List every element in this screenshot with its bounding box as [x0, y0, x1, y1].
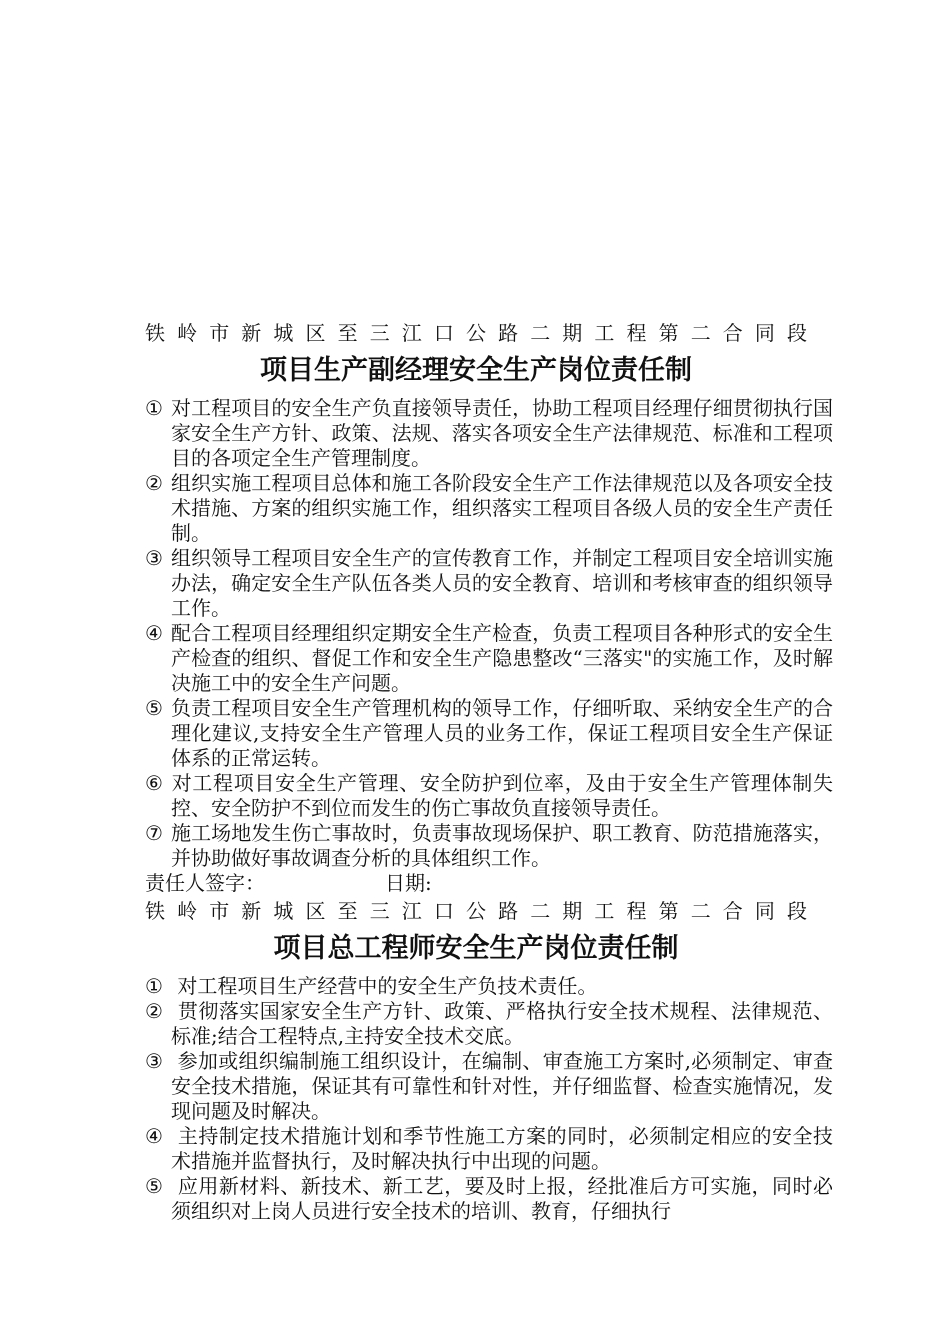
list-item [145, 396, 833, 471]
item-text: 对工程项目的安全生产负直接领导责任，协助工程项目经理仔细贯彻执行国家安全生产方针、政策、法规、落实各项安全生产法律规范、标准和工程项目的各项定全生产管理制度。 [171, 396, 833, 470]
item-marker: ① [145, 396, 163, 420]
item-marker: ④ [145, 621, 163, 645]
item-marker: ① [145, 974, 163, 998]
list-item [145, 696, 833, 771]
item-text: 配合工程项目经理组织定期安全生产检查，负责工程项目各种形式的安全生产检查的组织、督促工作和安全生产隐患整改“三落实"的实施工作，及时解决施工中的安全生产问题。 [171, 621, 833, 695]
item-marker: ⑦ [145, 821, 163, 845]
signature-label: 责任人签字： [145, 871, 265, 895]
list-item [145, 471, 833, 546]
item-marker: ③ [145, 546, 163, 570]
item-marker: ⑤ [145, 1174, 163, 1198]
item-marker: ② [145, 471, 163, 495]
item-text: 组织实施工程项目总体和施工各阶段安全生产工作法律规范以及各项安全技术措施、方案的组织实施工作，组织落实工程项目各级人员的安全生产责任制。 [171, 471, 833, 545]
item-marker: ③ [145, 1049, 163, 1073]
item-text: 贯彻落实国家安全生产方针、政策、严格执行安全技术规程、法律规范、标准;结合工程特点,主持安全技术交底。 [171, 999, 833, 1048]
list-item [145, 546, 833, 621]
list-item [145, 771, 833, 821]
item-text: 对工程项目生产经营中的安全生产负技术责任。 [171, 974, 598, 998]
item-text: 对工程项目安全生产管理、安全防护到位率，及由于安全生产管理体制失控、安全防护不到位而发生的伤亡事故负直接领导责任。 [171, 771, 833, 820]
list-item [145, 1124, 833, 1174]
item-text: 参加或组织编制施工组织设计，在编制、审查施工方案时,必须制定、审查安全技术措施，保证其有可靠性和针对性，并仔细监督、检查实施情况，发现问题及时解决。 [171, 1049, 833, 1123]
signature-line [145, 871, 825, 896]
duty-list [145, 974, 833, 1224]
item-marker: ⑤ [145, 696, 163, 720]
item-marker: ④ [145, 1124, 163, 1148]
section-title: 项目总工程师安全生产岗位责任制 [273, 933, 679, 964]
item-marker: ⑥ [145, 771, 163, 795]
section-title: 项目生产副经理安全生产岗位责任制 [260, 355, 692, 386]
item-text: 应用新材料、新技术、新工艺，要及时上报，经批准后方可实施，同时必须组织对上岗人员进行安全技术的培训、教育，仔细执行 [171, 1174, 833, 1223]
item-text: 主持制定技术措施计划和季节性施工方案的同时，必须制定相应的安全技术措施并监督执行，及时解决执行中出现的问题。 [171, 1124, 833, 1173]
item-text: 施工场地发生伤亡事故时，负责事故现场保护、职工教育、防范措施落实，并协助做好事故调查分析的具体组织工作。 [171, 821, 833, 870]
item-text: 组织领导工程项目安全生产的宣传教育工作，并制定工程项目安全培训实施办法，确定安全生产队伍各类人员的安全教育、培训和考核审查的组织领导工作。 [171, 546, 833, 620]
list-item [145, 821, 833, 871]
list-item [145, 621, 833, 696]
document-page [145, 318, 833, 1224]
list-item [145, 1049, 833, 1124]
list-item [145, 974, 833, 999]
duty-list [145, 396, 833, 871]
list-item [145, 1174, 833, 1224]
item-marker: ② [145, 999, 163, 1023]
project-header: 铁岭市新城区至三江口公路二期工程第二合同段 [145, 321, 807, 345]
item-text: 负责工程项目安全生产管理机构的领导工作，仔细听取、采纳安全生产的合理化建议,支持安全生产管理人员的业务工作，保证工程项目安全生产保证体系的正常运转。 [171, 696, 833, 770]
project-header: 铁岭市新城区至三江口公路二期工程第二合同段 [145, 899, 807, 923]
date-label: 日期: [385, 871, 432, 895]
list-item [145, 999, 833, 1049]
